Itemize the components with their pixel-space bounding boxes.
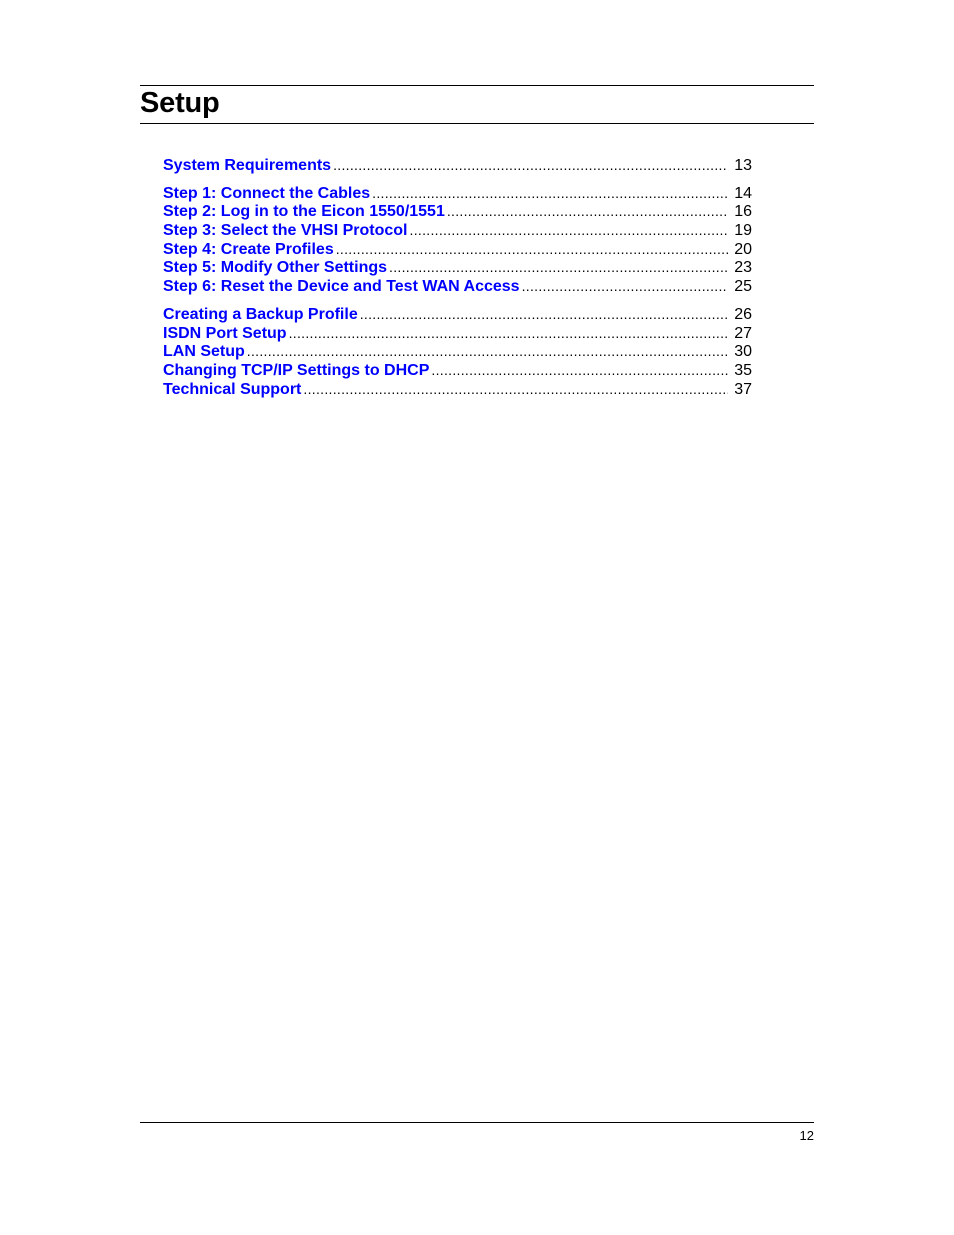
toc-entry [163,221,752,240]
toc-link-step-4[interactable]: Step 4: Create Profiles [163,240,334,258]
toc-dot-leader [389,258,728,277]
toc-link-system-requirements[interactable]: System Requirements [163,157,332,174]
toc-entry [163,380,752,399]
toc-entry [163,202,752,221]
toc-dot-leader [289,324,728,343]
toc-page-number: 30 [734,343,752,361]
toc-link-technical-support[interactable]: Technical Support [163,380,302,398]
toc-entry [163,361,752,380]
toc-page-number: 23 [734,259,752,277]
toc-link-lan-setup[interactable]: LAN Setup [163,343,245,361]
toc-entry [163,342,752,361]
footer-rule [140,1122,814,1123]
toc-page-number: 26 [734,305,752,323]
toc-page-number: 19 [734,222,752,240]
toc-dot-leader [360,305,728,324]
toc-dot-leader [410,221,729,240]
header-top-rule [140,85,814,86]
toc-page-number: 20 [734,240,752,258]
toc-entry [163,156,752,175]
toc-dot-leader [522,277,728,296]
table-of-contents [163,156,752,398]
toc-entry [163,184,752,203]
toc-link-step-3[interactable]: Step 3: Select the VHSI Protocol [163,222,408,240]
toc-page-number: 16 [734,203,752,221]
toc-group-overview [163,156,752,175]
toc-page-number: 35 [734,361,752,379]
toc-dot-leader [333,156,728,175]
toc-entry [163,258,752,277]
toc-entry [163,324,752,343]
toc-group-additional [163,305,752,398]
header-bottom-rule [140,123,814,124]
toc-link-tcpip-dhcp[interactable]: Changing TCP/IP Settings to DHCP [163,361,430,379]
toc-link-step-2[interactable]: Step 2: Log in to the Eicon 1550/1551 [163,203,445,221]
page-number: 12 [799,1128,814,1143]
toc-entry [163,305,752,324]
toc-entry [163,240,752,259]
toc-link-isdn-port-setup[interactable]: ISDN Port Setup [163,324,287,342]
toc-link-step-1[interactable]: Step 1: Connect the Cables [163,184,371,202]
toc-link-step-5[interactable]: Step 5: Modify Other Settings [163,259,388,277]
toc-link-step-6[interactable]: Step 6: Reset the Device and Test WAN Access [163,278,520,296]
page-title: Setup [140,87,220,119]
toc-page-number: 14 [734,184,752,202]
toc-entry [163,277,752,296]
toc-dot-leader [431,361,728,380]
toc-page-number: 37 [734,380,752,398]
toc-link-backup-profile[interactable]: Creating a Backup Profile [163,305,358,323]
toc-page-number: 27 [734,324,752,342]
toc-dot-leader [303,380,728,399]
toc-page-number: 25 [734,278,752,296]
toc-dot-leader [447,202,728,221]
toc-group-steps [163,184,752,296]
toc-dot-leader [336,240,728,259]
toc-page-number: 13 [734,157,752,174]
toc-dot-leader [247,342,728,361]
toc-dot-leader [372,184,728,203]
